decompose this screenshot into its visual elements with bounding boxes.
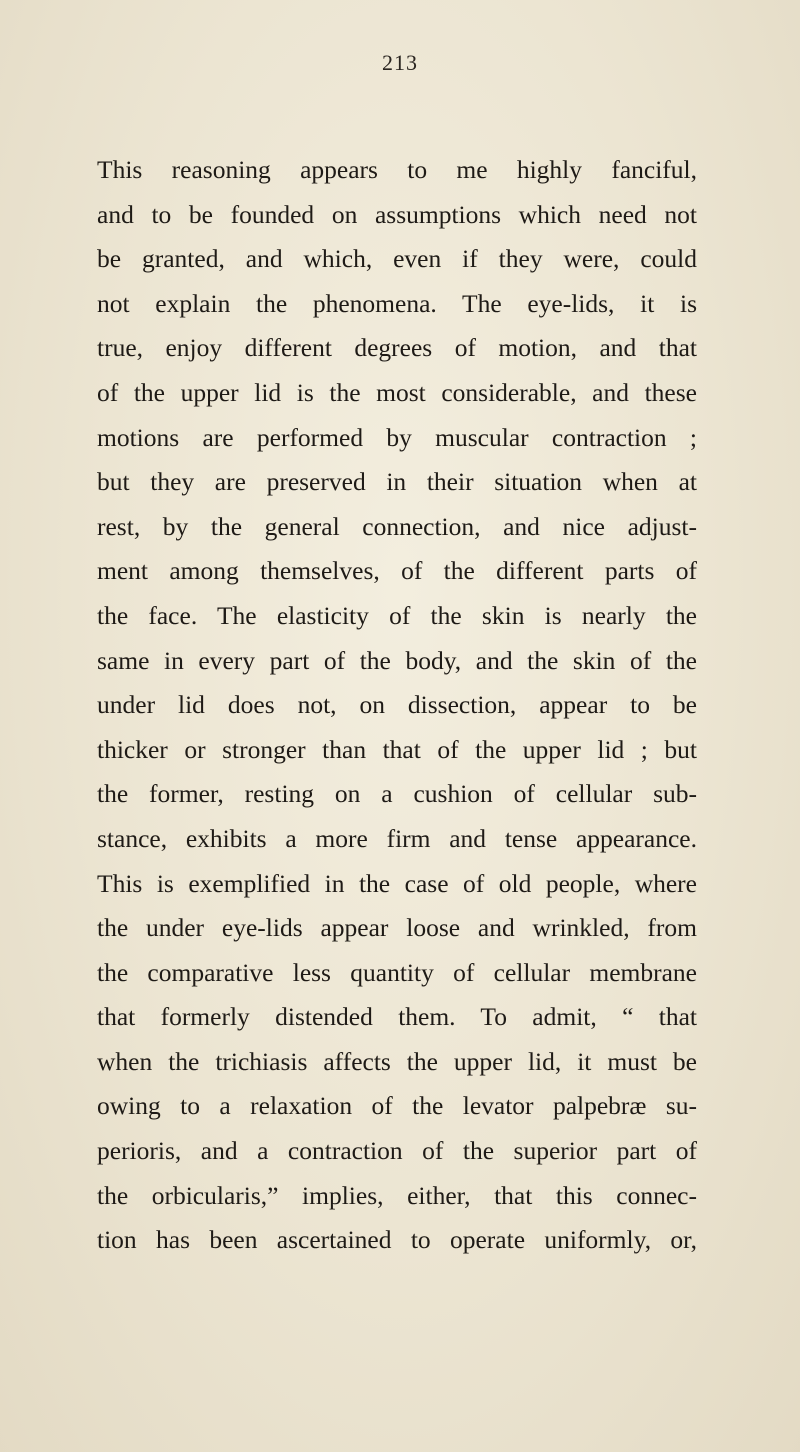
text-line: owing to a relaxation of the levator palpebræ su-: [97, 1091, 697, 1121]
text-line: ment among themselves, of the different parts of: [97, 556, 697, 586]
text-line: under lid does not, on dissection, appear to be: [97, 690, 697, 720]
page-number: 213: [382, 50, 418, 75]
text-line: thicker or stronger than that of the upper lid ; but: [97, 734, 697, 764]
text-line: of the upper lid is the most considerable, and these: [97, 377, 697, 407]
text-line: and to be founded on assumptions which need not: [97, 199, 697, 229]
text-line: same in every part of the body, and the skin of the: [97, 645, 697, 675]
text-line: This is exemplified in the case of old people, where: [97, 868, 697, 898]
text-line: the comparative less quantity of cellular membrane: [97, 957, 697, 987]
body-text: [97, 148, 697, 1263]
text-line: that formerly distended them. To admit, “ that: [97, 1002, 697, 1032]
text-line: the orbicularis,” implies, either, that this connec-: [97, 1180, 697, 1210]
text-line: This reasoning appears to me highly fanciful,: [97, 155, 697, 184]
text-line: when the trichiasis affects the upper lid, it must be: [97, 1046, 697, 1076]
text-line: be granted, and which, even if they were, could: [97, 244, 697, 274]
text-line: but they are preserved in their situation when at: [97, 467, 697, 497]
text-line: true, enjoy different degrees of motion, and that: [97, 333, 697, 363]
text-line: motions are performed by muscular contraction ;: [97, 422, 697, 452]
text-line: perioris, and a contraction of the superior part of: [97, 1136, 697, 1166]
text-line: not explain the phenomena. The eye-lids, it is: [97, 288, 697, 318]
text-line: stance, exhibits a more firm and tense appearance.: [97, 823, 697, 853]
text-line: the former, resting on a cushion of cellular sub-: [97, 779, 697, 809]
text-line: the under eye-lids appear loose and wrinkled, from: [97, 913, 697, 943]
text-line: tion has been ascertained to operate uniformly, or,: [97, 1225, 697, 1255]
text-line: the face. The elasticity of the skin is nearly the: [97, 600, 697, 630]
text-line: rest, by the general connection, and nice adjust-: [97, 511, 697, 541]
